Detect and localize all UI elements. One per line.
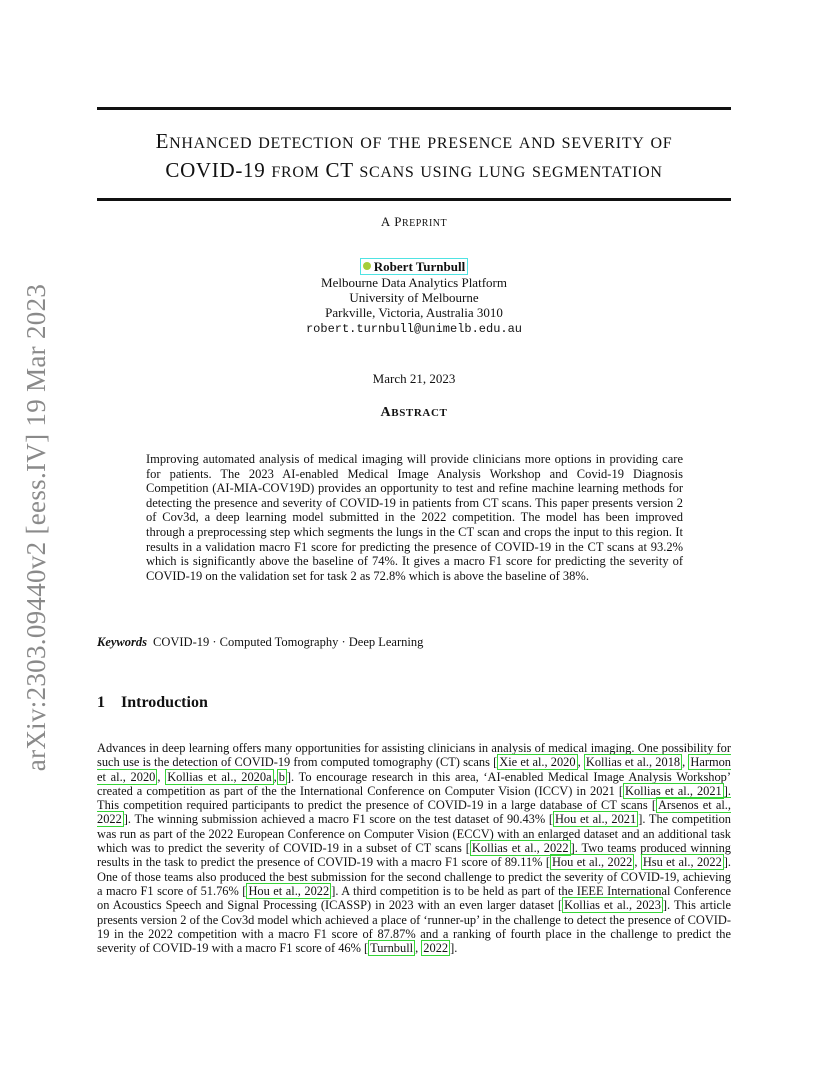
- section-heading: [97, 694, 208, 712]
- orcid-icon[interactable]: [363, 262, 371, 270]
- paper-title: [97, 128, 731, 186]
- arxiv-stamp-text: arXiv:2303.09440v2 [eess.IV] 19 Mar 2023: [21, 283, 52, 771]
- section-title: Introduction: [121, 694, 208, 711]
- citation-link[interactable]: Kollias et al., 2021: [625, 783, 722, 798]
- intro-text: ,: [415, 941, 422, 956]
- intro-text: ]. One of those teams also produced the best submission for the second challenge to predict the severity of COVID-19, achieving a macro F1 score of 51.76% [: [97, 855, 732, 898]
- author-affiliation-1: Melbourne Data Analytics Platform: [321, 275, 507, 290]
- citation-link[interactable]: Turnbull: [370, 941, 414, 956]
- citation-link[interactable]: Xie et al., 2020: [499, 755, 576, 770]
- intro-text: ,: [577, 755, 584, 770]
- section-number: 1: [97, 694, 105, 711]
- intro-text: ,: [273, 769, 277, 784]
- abstract-text: Improving automated analysis of medical imaging will provide clinicians more options in providing care for patients. The 2023 AI-enabled Medical Image Analysis Workshop and Covid-19 Diagnosis Competition (AI-MIA-COV19D) provides an opportunity to test and refine machine learning methods for detecting the presence and severity of COVID-19 in patients from CT scans. This paper presents version 2 of Cov3d, a deep learning model submitted in the 2022 competition. The model has been improved through a preprocessing step which segments the lungs in the CT scan and crops the input to this region. It results in a validation macro F1 score for predicting the presence of COVID-19 in the CT scans at 93.2% which is significantly above the baseline of 74%. It gives a macro F1 score for predicting the severity of COVID-19 on the validation set for task 2 as 72.8% which is above the baseline of 38%.: [146, 452, 683, 583]
- keywords-label: Keywords: [97, 635, 147, 649]
- intro-paragraph: [97, 741, 731, 955]
- preprint-label: A PREPRINT: [380, 214, 448, 229]
- citation-link[interactable]: Kollias et al., 2023: [564, 898, 661, 913]
- title-line-2: COVID-19 FROM CT SCANS USING LUNG SEGMENTATION: [165, 158, 663, 182]
- arxiv-stamp: [22, 282, 52, 772]
- citation-link[interactable]: 2022: [423, 941, 449, 956]
- intro-text: Advances in deep learning offers many opportunities for assisting clinicians in analysis of medical imaging. One possibility for such use is the detection of COVID-19 from computed tomography (CT) scans [: [97, 741, 731, 770]
- citation-link[interactable]: Hsu et al., 2022: [642, 855, 722, 870]
- citation-link[interactable]: Hou et al., 2021: [554, 812, 637, 827]
- citation-link[interactable]: Kollias et al., 2018: [585, 755, 681, 770]
- citation-link[interactable]: Arsenos et al., 2022: [97, 798, 731, 827]
- author-name: Robert Turnbull: [373, 259, 466, 274]
- intro-text: ,: [634, 855, 641, 870]
- keywords-line: [97, 635, 731, 650]
- intro-text: ]. A third competition is to be held as part of the IEEE International Conference on Acoustics Speech and Signal Processing (ICASSP) in 2023 with an even larger dataset [: [97, 883, 731, 913]
- citation-link[interactable]: Kollias et al., 2022: [471, 841, 569, 856]
- author-block: [97, 258, 731, 337]
- intro-text: ,: [157, 769, 166, 784]
- keywords-text: COVID-19 · Computed Tomography · Deep Learning: [153, 635, 424, 649]
- citation-link[interactable]: b: [278, 769, 285, 784]
- paper-date: March 21, 2023: [372, 371, 456, 386]
- intro-text: ]. To encourage research in this area, ‘AI-enabled Medical Image Analysis Workshop’ created a competition as part of the the International Conference on Computer Vision (ICCV) in 2021 [: [97, 769, 731, 798]
- title-line-1: ENHANCED DETECTION OF THE PRESENCE AND SEVERITY OF: [155, 129, 673, 153]
- intro-text: ,: [682, 755, 689, 770]
- intro-text: ]. This article presents version 2 of the Cov3d model which achieved a place of ‘runner-up’ in the challenge to detect the presence of COVID-19 in the 2022 competition with a macro F1 score of 87.87% and a ranking of fourth place in the challenge to predict the severity of COVID-19 with a macro F1 score of 46% [: [97, 898, 731, 956]
- author-email[interactable]: robert.turnbull@unimelb.edu.au: [305, 322, 523, 336]
- intro-text: ].: [450, 941, 458, 956]
- author-affiliation-2: University of Melbourne: [349, 290, 479, 305]
- citation-link[interactable]: Harmon et al., 2020: [97, 755, 731, 784]
- intro-text: ]. This competition required participants to predict the presence of COVID-19 in a large database of CT scans [: [97, 783, 731, 813]
- title-top-rule: [97, 107, 731, 110]
- intro-text: ]. The winning submission achieved a macro F1 score on the test dataset of 90.43% [: [123, 812, 553, 827]
- title-bottom-rule: [97, 198, 731, 201]
- citation-link[interactable]: Hou et al., 2022: [551, 855, 633, 870]
- citation-link[interactable]: Hou et al., 2022: [248, 883, 330, 898]
- abstract-heading: ABSTRACT: [380, 405, 448, 420]
- citation-link[interactable]: Kollias et al., 2020a: [167, 769, 272, 784]
- intro-text: ]. The competition was run as part of the 2022 European Conference on Computer Vision (ECCV) with an enlarged dataset and an additional task which was to predict the severity of COVID-19 in a subset of CT scans [: [97, 812, 731, 856]
- intro-text: ]. Two teams produced winning results in the task to predict the presence of COVID-19 with a macro F1 score of 89.11% [: [97, 841, 731, 870]
- author-address: Parkville, Victoria, Australia 3010: [325, 305, 503, 320]
- author-link[interactable]: [360, 258, 468, 275]
